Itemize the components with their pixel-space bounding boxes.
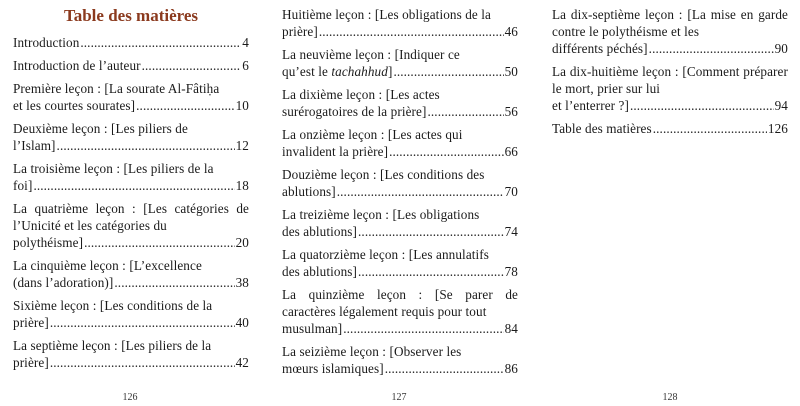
toc-entry[interactable] — [13, 200, 249, 251]
toc-page-number: 56 — [504, 104, 518, 119]
toc-page-number: 66 — [504, 144, 518, 159]
toc-entry-text: La neuvième leçon : [Indiquer ce — [282, 47, 460, 62]
toc-entry-text: La dix-septième leçon : [La mise en garde contre le polythéisme et les — [552, 7, 788, 39]
dot-leader — [136, 97, 234, 114]
toc-entry-text: invalident la prière] — [282, 144, 389, 159]
toc-page-number: 4 — [242, 35, 249, 50]
dot-leader — [80, 34, 241, 51]
toc-entry[interactable] — [282, 6, 518, 40]
toc-entry-text: Table des matières — [552, 121, 652, 136]
toc-entry-text: La septième leçon : [Les piliers de la — [13, 338, 212, 353]
toc-entry-text: Introduction — [13, 35, 80, 50]
toc-entry-text: (dans l’adoration)] — [13, 275, 114, 290]
toc-entry[interactable] — [13, 80, 249, 114]
toc-list — [282, 6, 518, 377]
dot-leader — [630, 97, 774, 114]
toc-entry-text: La dix-huitième leçon : [Comment préparer le mort, prier sur lui — [552, 64, 788, 96]
toc-entry[interactable] — [282, 86, 518, 120]
toc-entry-text: La dixième leçon : [Les actes — [282, 87, 440, 102]
toc-entry[interactable] — [282, 126, 518, 160]
toc-page-number: 10 — [235, 98, 249, 113]
dot-leader — [653, 120, 767, 137]
toc-entry-text: prière] — [13, 315, 49, 330]
toc-entry-text: La cinquième leçon : [L’excellence — [13, 258, 202, 273]
toc-page-number: 40 — [235, 315, 249, 330]
toc-entry-text: prière] — [13, 355, 49, 370]
toc-page-number: 50 — [504, 64, 518, 79]
toc-entry[interactable] — [13, 257, 249, 291]
toc-entry-text: qu’est le — [282, 64, 328, 79]
toc-page-number: 38 — [235, 275, 249, 290]
toc-entry-text: La troisième leçon : [Les piliers de la — [13, 161, 214, 176]
toc-list — [552, 6, 788, 137]
toc-entry[interactable] — [13, 160, 249, 194]
toc-entry-text: surérogatoires de la prière] — [282, 104, 427, 119]
toc-page-number: 70 — [504, 184, 518, 199]
toc-entry-text: et l’enterrer ?] — [552, 98, 630, 113]
toc-entry-text: et les courtes sourates] — [13, 98, 136, 113]
toc-entry-text: des ablutions] — [282, 224, 358, 239]
dot-leader — [358, 263, 504, 280]
toc-entry-text: La quatrième leçon : [Les catégories de l’Unicité et les catégories du — [13, 201, 249, 233]
toc-entry-text: ablutions] — [282, 184, 336, 199]
toc-entry[interactable] — [282, 206, 518, 240]
toc-entry[interactable] — [282, 46, 518, 80]
dot-leader — [84, 234, 235, 251]
dot-leader — [50, 354, 235, 371]
page-128 — [552, 0, 788, 143]
toc-entry-text: foi] — [13, 178, 33, 193]
toc-entry[interactable] — [282, 286, 518, 337]
dot-leader — [393, 63, 503, 80]
toc-page-number: 42 — [235, 355, 249, 370]
toc-entry-text: Introduction de l’auteur — [13, 58, 141, 73]
toc-entry[interactable] — [13, 57, 249, 74]
toc-entry-text: ] — [387, 64, 393, 79]
dot-leader — [649, 40, 774, 57]
toc-page-number: 12 — [235, 138, 249, 153]
toc-entry-text: Huitième leçon : [Les obligations de la — [282, 7, 491, 22]
page-126 — [13, 0, 249, 377]
toc-entry[interactable] — [552, 63, 788, 114]
dot-leader — [343, 320, 503, 337]
toc-entry[interactable] — [13, 297, 249, 331]
toc-entry-text: musulman] — [282, 321, 343, 336]
toc-page-number: 78 — [504, 264, 518, 279]
toc-page-number: 84 — [504, 321, 518, 336]
toc-entry-text: mœurs islamiques] — [282, 361, 384, 376]
toc-entry-text: des ablutions] — [282, 264, 358, 279]
toc-page-number: 18 — [235, 178, 249, 193]
toc-entry-text: polythéisme] — [13, 235, 84, 250]
dot-leader — [33, 177, 234, 194]
dot-leader — [337, 183, 504, 200]
toc-entry-text: La quinzième leçon : [Se parer de caractères légalement requis pour tout — [282, 287, 518, 319]
toc-entry-text: Sixième leçon : [Les conditions de la — [13, 298, 213, 313]
dot-leader — [389, 143, 504, 160]
toc-page-number: 90 — [774, 41, 788, 56]
toc-page-number: 6 — [242, 58, 249, 73]
toc-entry-text: Douzième leçon : [Les conditions des — [282, 167, 485, 182]
toc-entry-text: prière] — [282, 24, 318, 39]
dot-leader — [358, 223, 504, 240]
dot-leader — [428, 103, 504, 120]
toc-page-number: 46 — [504, 24, 518, 39]
toc-entry-text: La seizième leçon : [Observer les — [282, 344, 462, 359]
toc-entry-text: Première leçon : [La sourate Al-Fâtiḥa — [13, 81, 220, 96]
toc-entry-text: l’Islam] — [13, 138, 56, 153]
dot-leader — [385, 360, 504, 377]
toc-entry[interactable] — [282, 166, 518, 200]
toc-page-number: 20 — [235, 235, 249, 250]
dot-leader — [142, 57, 242, 74]
page-number: 126 — [122, 392, 138, 403]
toc-page-number: 74 — [504, 224, 518, 239]
toc-entry[interactable] — [13, 34, 249, 51]
toc-entry[interactable] — [282, 343, 518, 377]
toc-entry-text: différents péchés] — [552, 41, 648, 56]
page-127 — [282, 0, 518, 383]
page-number: 128 — [662, 392, 678, 403]
toc-page-number: 86 — [504, 361, 518, 376]
toc-entry[interactable] — [13, 337, 249, 371]
dot-leader — [319, 23, 504, 40]
toc-entry-text: La quatorzième leçon : [Les annulatifs — [282, 247, 490, 262]
toc-page-number: 126 — [767, 121, 788, 136]
dot-leader — [114, 274, 234, 291]
dot-leader — [50, 314, 235, 331]
toc-list — [13, 34, 249, 371]
page-number: 127 — [391, 392, 407, 403]
toc-entry[interactable] — [13, 120, 249, 154]
toc-entry-italic: tachahhud — [331, 64, 388, 79]
toc-entry-text: La treizième leçon : [Les obligations — [282, 207, 480, 222]
toc-entry-text: Deuxième leçon : [Les piliers de — [13, 121, 188, 136]
toc-entry[interactable] — [552, 120, 788, 137]
toc-entry-text: La onzième leçon : [Les actes qui — [282, 127, 463, 142]
toc-page-number: 94 — [774, 98, 788, 113]
toc-entry[interactable] — [282, 246, 518, 280]
toc-title: Table des matières — [63, 6, 199, 25]
toc-entry[interactable] — [552, 6, 788, 57]
dot-leader — [57, 137, 235, 154]
